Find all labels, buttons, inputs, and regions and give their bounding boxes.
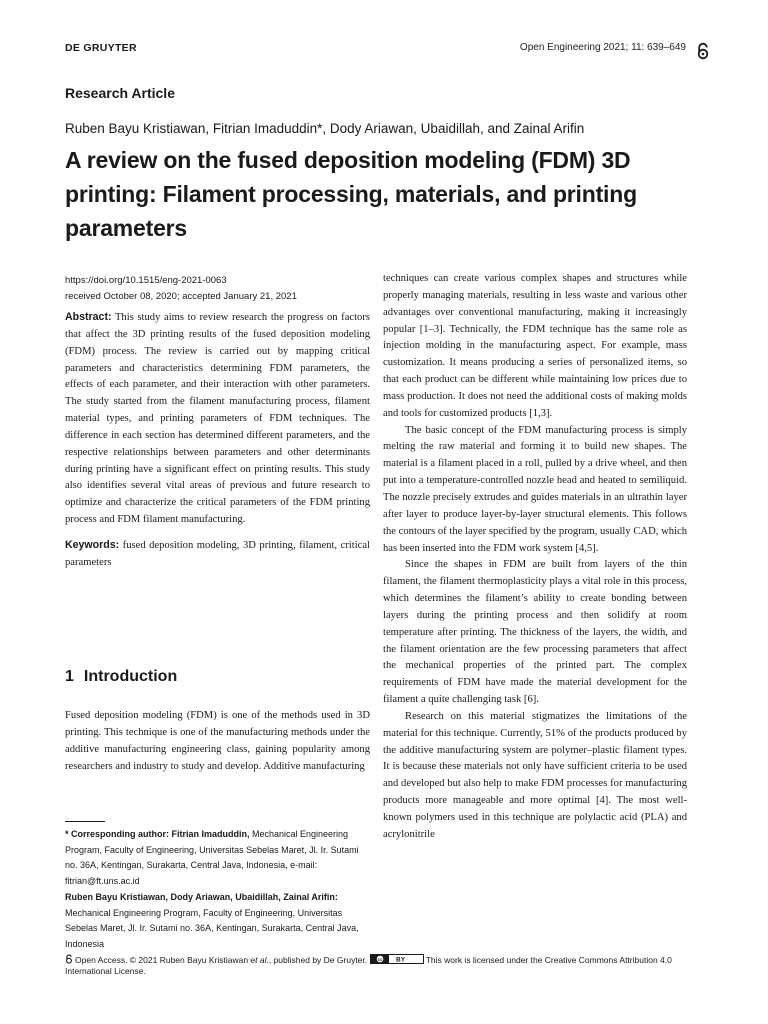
corresponding-author-text: Mechanical Engineering Program, Faculty of Engineering, Universitas Sebelas Maret, Jl. Ir. Sutami no. 36A, Kentingan, Surakarta, Central Java, Indonesia, e-mail: fitrian@ft.uns.ac.id (65, 829, 359, 887)
cc-by-license-icon[interactable] (370, 954, 424, 964)
doi-link[interactable]: https://doi.org/10.1515/eng-2021-0063 (65, 275, 227, 286)
section-number: 1 (65, 668, 74, 685)
publisher-name: DE GRUYTER (65, 42, 137, 54)
abstract-block (65, 309, 370, 572)
abstract-paragraph (65, 309, 370, 529)
abstract-text: This study aims to review research the progress on factors that affect the 3D printing results of the fused deposition modeling (FDM) process. The review is carried out by mapping critical parameters and characteristics determining FDM parameters, the effects of each parameter, and their interaction with other parameters. The study started from the filament manufacturing process, filament material types, and printing parameters of FDM techniques. The difference in each section has determined different parameters, and the respective relationships between parameters and other determinants during printing have a significant effect on printing results. This study also identifies several vital areas of previous and future research to optimize and characterize the critical parameters of the FDM printing process and FDM filament manufacturing. (65, 312, 370, 526)
other-authors-text: Mechanical Engineering Program, Faculty of Engineering, Universitas Sebelas Maret, Jl. Ir. Sutami no. 36A, Kentingan, Surakarta, Central Java, Indonesia (65, 907, 359, 949)
right-column-body (383, 271, 687, 844)
corresponding-author-label: * Corresponding author: Fitrian Imaduddin, (65, 829, 250, 839)
keywords-text: fused deposition modeling, 3D printing, filament, critical parameters (65, 539, 370, 568)
footnote-divider (65, 821, 105, 822)
svg-text:cc: cc (376, 956, 383, 962)
keywords-label: Keywords: (65, 538, 120, 551)
introduction-body (65, 708, 370, 775)
license-text-after: This work is licensed under the Creative Commons Attribution 4.0 International License. (65, 955, 672, 976)
license-et-al: et al. (250, 955, 269, 965)
license-text-middle: , published by De Gruyter. (268, 955, 370, 965)
author-list: Ruben Bayu Kristiawan, Fitrian Imaduddin*, Dody Ariawan, Ubaidillah, and Zainal Arifin (65, 121, 585, 136)
page-header (65, 42, 720, 58)
body-paragraph: Research on this material stigmatizes the limitations of the material for this technique. Currently, 51% of the products produced by the additive manufacturing system are polymer–plastic filament types. It is because these materials not only have sufficient criteria to be used and developed but also help to make FDM processes for manufacturing products more manageable and more optimal [4]. The most well-known polymers used in this technique are polylactic acid (PLA) and acrylonitrile (383, 710, 687, 840)
section-title: Introduction (83, 668, 178, 685)
article-meta (65, 273, 370, 305)
article-dates: received October 08, 2020; accepted January 21, 2021 (65, 291, 297, 302)
body-paragraph: The basic concept of the FDM manufacturing process is simply melting the raw material and forming it to build new shapes. The material is a filament placed in a roll, pulled by a drive wheel, and then put into a temperature-controlled nozzle head and heated to semiliquid. The nozzle precisely extrudes and guides materials in an ultrathin layer after layer to produce layer-by-layer structural elements. This follows the contours of the layer specified by the program, usually CAD, which has been inserted into the FDM work system [4,5]. (383, 424, 687, 554)
body-paragraph: techniques can create various complex shapes and structures while properly managing materials, resulting in less waste and various other advantages over conventional manufacturing, making it increasingly popular [1–3]. Technically, the FDM technique has the same role as injection molding in the manufacturing aspect. For example, mass customization. It means producing a series of personalized items, so that each product can be different while maintaining low prices due to mass production. It does not need the additional costs of making molds and tools for customized products [1,3]. (383, 273, 687, 419)
open-access-icon (65, 954, 73, 964)
body-paragraph: Since the shapes in FDM are built from layers of the thin filament, the filament thermoplasticity plays a vital role in this process, which determines the filament’s ability to create bonding between layers during the printing process and then solidify at room temperature after printing. The thickness of the layers, the width, and the filament orientation are the few processing parameters that affect the mechanical properties of the printed part. The complex requirements of FDM have made the material development for the filament a quite challenging task [6]. (383, 559, 687, 706)
open-access-lock-icon (696, 42, 710, 60)
section-heading-introduction (65, 668, 177, 686)
journal-info: Open Engineering 2021; 11: 639–649 (519, 42, 686, 53)
cc-badge-label: BY (395, 956, 405, 964)
abstract-label: Abstract: (65, 311, 112, 323)
license-text-before: Open Access. © 2021 Ruben Bayu Kristiawan (75, 955, 251, 965)
other-authors-note (65, 890, 370, 953)
intro-paragraph: Fused deposition modeling (FDM) is one of the methods used in 3D printing. This technique is one of the manufacturing methods under the additive manufacturing engineering class, gaining popularity among researchers and industry to study and develop. Additive manufacturing (65, 710, 370, 772)
article-type: Research Article (65, 85, 175, 101)
corresponding-author-note (65, 827, 370, 890)
keywords-paragraph (65, 537, 370, 572)
license-note (65, 954, 685, 977)
other-authors-label: Ruben Bayu Kristiawan, Dody Ariawan, Ubaidillah, Zainal Arifin: (65, 891, 338, 902)
footnote-block (65, 827, 370, 953)
article-title: A review on the fused deposition modeling (FDM) 3D printing: Filament processing, materials, and printing parameters (65, 147, 637, 241)
